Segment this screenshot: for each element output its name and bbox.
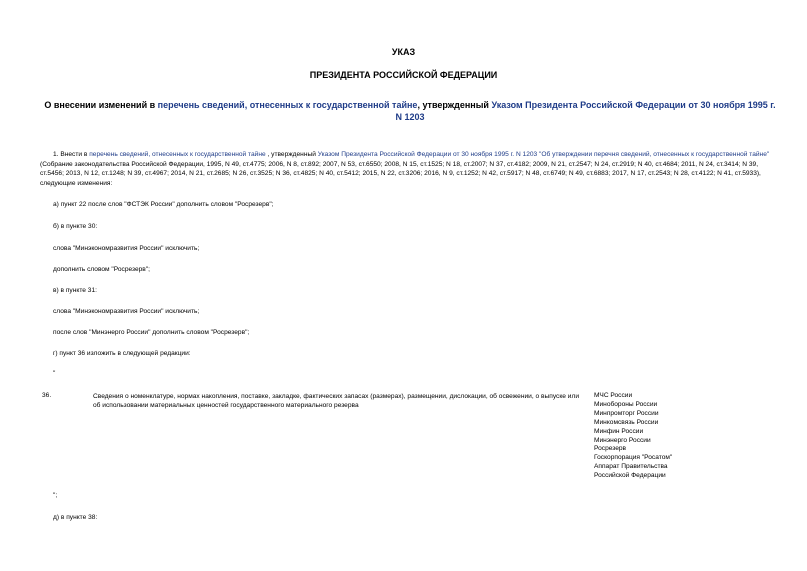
item-v-2: после слов "Минэнерго России" дополнить словом "Росрезерв"; <box>53 329 250 336</box>
item-g: г) пункт 36 изложить в следующей редакции: <box>53 350 191 357</box>
item-a: а) пункт 22 после слов "ФСТЭК России" дополнить словом "Росрезерв"; <box>53 201 274 208</box>
item-d: д) в пункте 38: <box>53 514 98 521</box>
table-row-number: 36. <box>42 392 52 399</box>
quote-open: " <box>53 370 56 377</box>
agency-item: Минпромторг России <box>594 409 659 417</box>
title-link-list[interactable]: перечень сведений, отнесенных к государственной тайне <box>157 100 418 110</box>
table-row-text: Сведения о номенклатуре, нормах накопления, поставке, закладке, фактических запасах (размерах), размещении, дислокации, об освежении, о выпуске или об использовании материальных ценностей государственного материального резерва <box>93 393 580 409</box>
document-title <box>40 99 780 123</box>
intro-link-decree[interactable]: Указом Президента Российской Федерации от 30 ноября 1995 г. N 1203 "Об утверждении перечня сведений, отнесенных к государственной тайне" <box>317 151 770 158</box>
title-link-decree[interactable]: Указом Президента Российской Федерации от 30 ноября 1995 г. N 1203 <box>395 100 776 122</box>
intro-text-2: , утвержденный <box>265 151 318 158</box>
decree-heading: УКАЗ <box>391 47 416 57</box>
item-b-2: дополнить словом "Росрезерв"; <box>53 266 150 273</box>
agency-item: Минкомсвязь России <box>594 418 659 426</box>
agency-item: Аппарат Правительства <box>594 463 668 471</box>
agency-item: Минэнерго России <box>594 436 651 444</box>
intro-paragraph <box>40 150 780 188</box>
agency-item: Госкорпорация "Росатом" <box>594 454 673 462</box>
table-row-agencies <box>594 392 672 481</box>
item-v: в) в пункте 31: <box>53 287 97 294</box>
agency-item: Минобороны России <box>594 400 658 408</box>
item-v-1: слова "Минэкономразвития России" исключить; <box>53 308 200 315</box>
item-b: б) в пункте 30: <box>53 223 98 230</box>
agency-item: Российской Федерации <box>594 472 666 480</box>
agency-item: Росрезерв <box>594 445 627 453</box>
agency-item: МЧС России <box>594 392 633 399</box>
intro-text-1: 1. Внести в <box>53 151 90 158</box>
intro-link-list[interactable]: перечень сведений, отнесенных к государственной тайне <box>89 151 266 158</box>
president-heading: ПРЕЗИДЕНТА РОССИЙСКОЙ ФЕДЕРАЦИИ <box>309 70 498 80</box>
title-text-1: О внесении изменений в <box>44 100 158 110</box>
title-text-2: , утвержденный <box>417 100 492 110</box>
agency-item: Минфин России <box>594 427 644 435</box>
item-b-1: слова "Минэкономразвития России" исключить; <box>53 245 200 252</box>
quote-close: "; <box>53 492 58 499</box>
intro-text-3: (Собрание законодательства Российской Федерации, 1995, N 49, ст.4775; 2006, N 8, ст.892; 2007, N 53, ст.6550; 2008, N 15, ст.1525; N 18, ст.2007; N 37, ст.4182; 2009, N 21, ст.2547; N 24, ст.2919; N 40, ст.4684; 2011, N 24, ст.3414; N 39, ст.5456; 2013, N 12, ст.1248; N 39, ст.4967; 2014, N 21, ст.2685; N 26, ст.3525; N 36, ст.4825; N 40, ст.5412; 2015, N 22, ст.3206; 2016, N 9, ст.1252; N 42, ст.5917; N 48, ст.6749; N 49, ст.6883; 2017, N 17, ст.2543; N 28, ст.4122; N 41, ст.5933), следующие изменения: <box>40 160 761 187</box>
